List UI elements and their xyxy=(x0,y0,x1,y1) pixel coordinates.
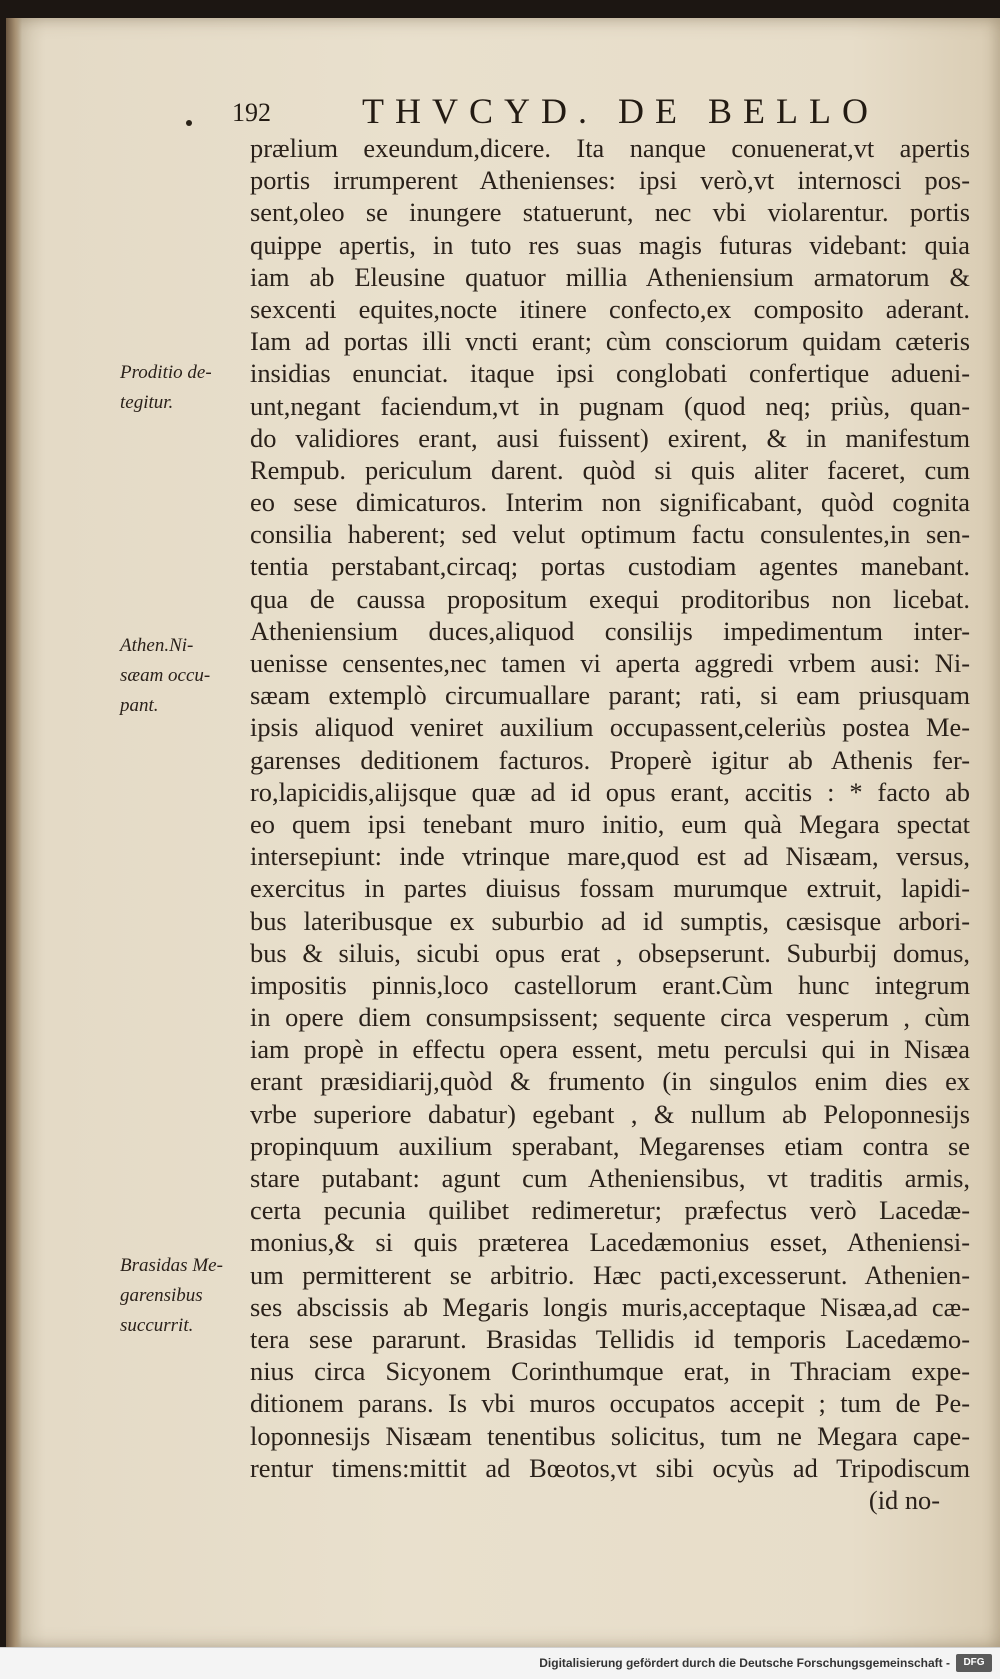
text-line: ipsis aliquod veniret auxilium occupassent,celeriùs postea Me- xyxy=(250,712,970,743)
book-page xyxy=(6,18,1000,1648)
bullet-mark-icon xyxy=(186,120,192,126)
text-line: propinquum auxilium sperabant, Megarenses etiam contra se xyxy=(250,1130,970,1161)
text-line: ro,lapicidis,alijsque quæ ad id opus erant, accitis : * facto ab xyxy=(250,776,970,807)
text-line: bus & siluis, sicubi opus erat , obsepserunt. Suburbij domus, xyxy=(250,937,970,968)
text-line: uenisse censentes,nec tamen vi aperta aggredi vrbem ausi: Ni- xyxy=(250,648,970,678)
text-line: nius circa Sicyonem Corinthumque erat, in Thraciam expe- xyxy=(250,1356,970,1387)
text-line: bus lateribusque ex suburbio ad id sumptis, cæsisque arbori- xyxy=(250,905,970,936)
margin-note: Athen.Ni-sæam occu-pant. xyxy=(120,635,211,716)
text-line: prælium exeundum,dicere. Ita nanque conuenerat,vt apertis xyxy=(250,133,970,163)
page-binding-edge xyxy=(6,18,22,1648)
text-line: tera sese pararunt. Brasidas Tellidis id temporis Lacedæmo- xyxy=(250,1323,970,1354)
body-text xyxy=(250,132,970,1516)
text-line: unt,negant faciendum,vt in pugnam (quod neq; priùs, quan- xyxy=(250,390,970,421)
text-line: insidias enunciat. itaque ipsi conglobati confertique adueni- xyxy=(250,358,970,389)
text-line: (id no- xyxy=(868,1484,940,1515)
text-line: ditionem parans. Is vbi muros occupatos accepit ; tum de Pe- xyxy=(250,1388,970,1419)
text-line: sæam extemplò circumuallare parant; rati, si eam priusquam xyxy=(250,680,970,711)
text-line: iam propè in effectu opera essent, metu perculsi qui in Nisæa xyxy=(250,1034,970,1065)
text-line: eo quem ipsi tenebant muro initio, eum quà Megara spectat xyxy=(250,808,970,839)
margin-note: Brasidas Me-garensibus succurrit. xyxy=(120,1255,223,1336)
text-line: garenses deditionem facturos. Properè igitur ab Athenis fer- xyxy=(250,744,970,775)
text-line: impositis pinnis,loco castellorum erant.Cùm hunc integrum xyxy=(250,969,970,1000)
running-head: THVCYD. DE BELLO xyxy=(362,91,879,131)
page-number: 192 xyxy=(232,98,271,127)
text-line: certa pecunia quilibet redimeretur; præfectus verò Lacedæ- xyxy=(250,1195,970,1226)
text-line: Rempub. periculum darent. quòd si quis aliter faceret, cum xyxy=(250,454,970,485)
text-line: um permitterent se arbitrio. Hæc pacti,excesserunt. Athenien- xyxy=(250,1259,970,1290)
text-line: stare putabant: agunt cum Atheniensibus, vt traditis armis, xyxy=(250,1163,970,1193)
text-line: ses abscissis ab Megaris longis muris,acceptaque Nisæa,ad cæ- xyxy=(250,1291,970,1322)
text-line: do validiores erant, ausi fuissent) exirent, & in manifestum xyxy=(250,422,970,453)
text-line: portis irrumperent Athenienses: ipsi verò,vt internosci pos- xyxy=(250,165,970,196)
footer-credit: Digitalisierung gefördert durch die Deutsche Forschungsgemeinschaft - xyxy=(539,1656,950,1670)
text-line: loponnesijs Nisæam tenentibus solicitus, tum ne Megara cape- xyxy=(250,1420,970,1451)
text-line: sexcenti equites,nocte itinere confecto,ex composito aderant. xyxy=(250,293,970,324)
text-line: in opere diem consumpsissent; sequente circa vesperum , cùm xyxy=(250,1002,970,1033)
text-line: tentia perstabant,circaq; portas custodiam agentes manebant. xyxy=(250,551,970,582)
text-line: quippe apertis, in tuto res suas magis futuras videbant: quia xyxy=(250,229,970,260)
text-line: iam ab Eleusine quatuor millia Atheniensium armatorum & xyxy=(250,261,970,292)
text-line: exercitus in partes diuisus fossam murumque extruit, lapidi- xyxy=(250,873,970,904)
page-header xyxy=(6,80,1000,130)
dfg-logo-icon: DFG xyxy=(956,1654,992,1672)
text-line: qua de caussa propositum exequi proditoribus non licebat. xyxy=(250,583,970,614)
text-line: vrbe superiore dabatur) egebant , & nullum ab Peloponnesijs xyxy=(250,1098,970,1129)
text-line: erant præsidiarij,quòd & frumento (in singulos enim dies ex xyxy=(250,1066,970,1097)
text-line: rentur timens:mittit ad Bœotos,vt sibi ocyùs ad Tripodiscum xyxy=(250,1452,970,1483)
text-line: Iam ad portas illi vncti erant; cùm consciorum quidam cæteris xyxy=(250,326,970,357)
text-line: consilia haberent; sed velut optimum factu consulentes,in sen- xyxy=(250,519,970,550)
text-line: intersepiunt: inde vtrinque mare,quod est ad Nisæam, versus, xyxy=(250,841,970,872)
footer-bar xyxy=(0,1647,1000,1679)
text-line: eo sese dimicaturos. Interim non significabant, quòd cognita xyxy=(250,487,970,518)
margin-note: Proditio de-tegitur. xyxy=(120,362,212,413)
text-line: sent,oleo se inungere statuerunt, nec vbi violarentur. portis xyxy=(250,197,970,228)
text-line: monius,& si quis præterea Lacedæmonius esset, Atheniensi- xyxy=(250,1227,970,1258)
text-line: Atheniensium duces,aliquod consilijs impedimentum inter- xyxy=(250,615,970,646)
